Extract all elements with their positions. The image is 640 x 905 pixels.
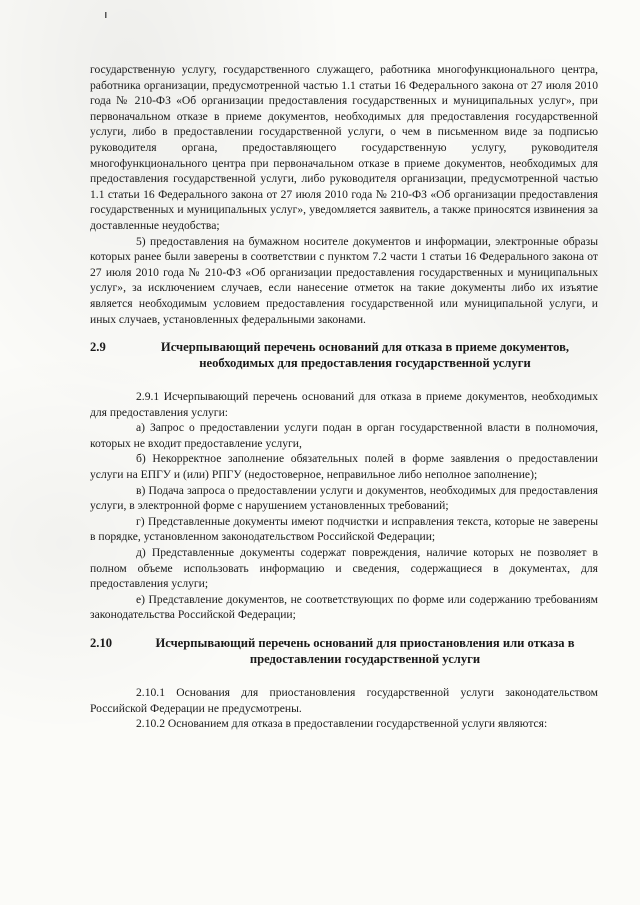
section-title: Исчерпывающий перечень оснований для приостановления или отказа в предоставлении государственной услуги	[155, 636, 575, 666]
list-item-a: а) Запрос о предоставлении услуги подан в орган государственной власти в полномочия, которых не входит предоставление услуги,	[90, 421, 598, 450]
section-heading-2-9	[90, 339, 598, 371]
document-body	[90, 62, 598, 732]
section-heading-2-10	[90, 635, 598, 667]
section-number: 2.10	[90, 636, 113, 650]
section-number: 2.9	[90, 340, 106, 355]
list-item-e: е) Представление документов, не соответствующих по форме или содержанию требованиям законодательства Российской Федерации;	[90, 592, 598, 622]
list-item-g: г) Представленные документы имеют подчистки и исправления текста, которые не заверены в порядке, установленном законодательством Российской Федерации;	[90, 514, 598, 544]
list-item-d: д) Представленные документы содержат повреждения, наличие которых не позволяет в полном объеме использовать информацию и сведения, содержащиеся в документах, для предоставления услуги;	[90, 546, 598, 591]
section-title: Исчерпывающий перечень оснований для отказа в приеме документов, необходимых для предоставления государственной услуги	[160, 340, 570, 371]
paragraph-item-5: 5) предоставления на бумажном носителе документов и информации, электронные образы которых ранее были заверены в соответствии с пунктом 7.2 части 1 статьи 16 Федерального закона от 27 июля 2010 года № 210-ФЗ «Об организации предоставления государственных и муниципальных услуг», за исключением случаев, если нанесение отметок на такие документы либо их изъятие является необходимым условием предоставления государственной или муниципальной услуги, и иных случаев, установленных федеральными законами.	[90, 234, 598, 326]
paragraph-2-9-1: 2.9.1 Исчерпывающий перечень оснований для отказа в приеме документов, необходимых для предоставления услуги:	[90, 390, 598, 419]
paragraph-2-10-2: 2.10.2 Основанием для отказа в предоставлении государственной услуги являются:	[136, 717, 548, 731]
paragraph-2-10-1: 2.10.1 Основания для приостановления государственной услуги законодательством Российской Федерации не предусмотрены.	[90, 686, 598, 715]
paragraph-continuation: государственную услугу, государственного служащего, работника многофункционального центра, работника организации, предусмотренной частью 1.1 статьи 16 Федерального закона от 27 июля 2010 года № 210-ФЗ «Об организации предоставления государственных и муниципальных услуг», при первоначальном отказе в приеме документов, необходимых для предоставления государственной услуги, либо в предоставлении государственной услуги, о чем в письменном виде за подписью руководителя органа, предоставляющего государственную услугу, руководителя многофункционального центра при первоначальном отказе в приеме документов, необходимых для предоставления государственной услуги, либо руководителя организации, предусмотренной частью 1.1 статьи 16 Федерального закона от 27 июля 2010 года № 210-ФЗ «Об организации предоставления государственных и муниципальных услуг», уведомляется заявитель, а также приносятся извинения за доставленные неудобства;	[90, 63, 598, 232]
list-item-v: в) Подача запроса о предоставлении услуги и документов, необходимых для предоставления услуги, в электронной форме с нарушением установленных требований;	[90, 483, 598, 513]
page-mark-icon	[103, 12, 109, 18]
list-item-b: б) Некорректное заполнение обязательных полей в форме заявления о предоставлении услуги на ЕПГУ и (или) РПГУ (недостоверное, неправильное либо неполное заполнение);	[90, 452, 598, 482]
